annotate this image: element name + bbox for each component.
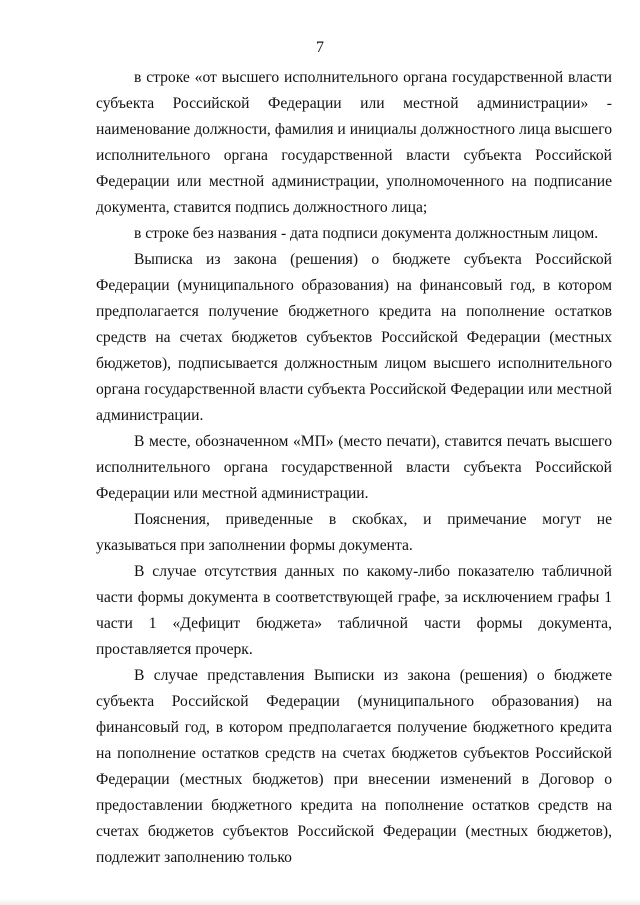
document-body xyxy=(96,65,612,871)
scan-bottom-edge xyxy=(0,899,640,905)
paragraph-seal-placement: В месте, обозначенном «МП» (место печати), ставится печать высшего исполнительного органа государственной власти субъекта Российской Федерации или местной администрации. xyxy=(96,433,612,502)
paragraph-signature-line: в строке «от высшего исполнительного органа государственной власти субъекта Российской Федерации или местной администрации» - наименование должности, фамилия и инициалы должностного лица высшего исполнительного органа государственной власти субъекта Российской Федерации или местной администрации, уполномоченного на подписание документа, ставится подпись должностного лица; xyxy=(96,69,612,216)
paragraph-budget-extract-signing: Выписка из закона (решения) о бюджете субъекта Российской Федерации (муниципального образования) на финансовый год, в котором предполагается получение бюджетного кредита на пополнение остатков средств на счетах бюджетов субъектов Российской Федерации (местных бюджетов), подписывается должностным лицом высшего исполнительного органа государственной власти субъекта Российской Федерации или местной администрации. xyxy=(96,251,612,424)
paragraph-date-line: в строке без названия - дата подписи документа должностным лицом. xyxy=(134,225,599,242)
paragraph-explanations-optional: Пояснения, приведенные в скобках, и примечание могут не указываться при заполнении формы документа. xyxy=(96,511,612,554)
paragraph-contract-amendment: В случае представления Выписки из закона (решения) о бюджете субъекта Российской Федерации (муниципального образования) на финансовый год, в котором предполагается получение бюджетного кредита на пополнение остатков средств на счетах бюджетов субъектов Российской Федерации (местных бюджетов) при внесении изменений в Договор о предоставлении бюджетного кредита на пополнение остатков средств на счетах бюджетов субъектов Российской Федерации (местных бюджетов), подлежит заполнению только xyxy=(96,667,612,866)
page-number: 7 xyxy=(316,39,324,56)
paragraph-missing-data-dash: В случае отсутствия данных по какому-либо показателю табличной части формы документа в соответствующей графе, за исключением графы 1 части 1 «Дефицит бюджета» табличной части формы документа, проставляется прочерк. xyxy=(96,563,612,658)
